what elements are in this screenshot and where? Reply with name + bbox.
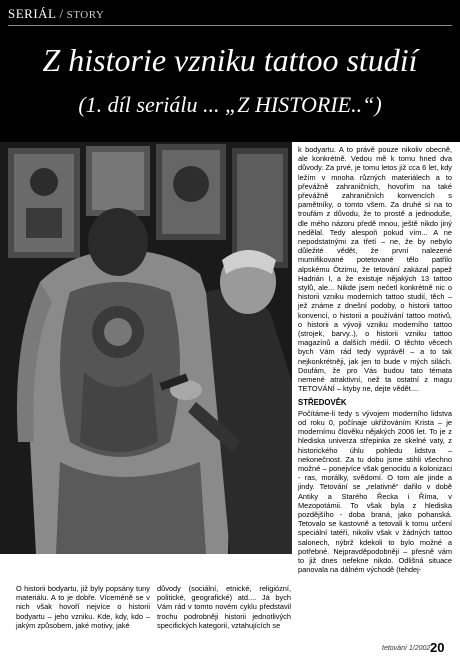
section-text: Počítáme-li tedy s vývojem moderního lidstva od roku 0, počínaje ukřižováním Krista – je modernímu člověku nějakých 2006 let. To je z hlediska univerza střepinka ze skelné vaty, z historického úhlu pohledu lidstva – nekonečnost. Za tu dobu jsme stihli všechno možné – ponejvíce však genocidu a kolonizaci - ras, morálky, svědomí. O tom ale jinde a jindy. Tetování se „relativně“ dařilo v době Antiky a Starého Řecka i Říma, v Mezopotámii. To však byla z hlediska pozdějšího - doba braná, jako pohanská. Tetovalo se kastovně a tetovali k tomu určení speciální tatéři, nikoliv však v žádných tattoo salonech, nýbrž kdekoli to bylo možné a potřebné. Nejpravděpodobněji – přesně vám to již dnes nefekne nikdo. Odlišná situace panovala na dálném východě (tehdej- [298, 408, 452, 575]
section-label [8, 6, 104, 22]
bottom-text-b: důvody (sociální, etnické, religiózní, politické, geografické) atd.... Já bych Vám rád v tomto novém cyklu představil trochu podrobněji historii jednotlivých specifických kategorií, vztahujících se [157, 584, 291, 630]
issue-footer: tetování 1/2002 [382, 645, 431, 652]
header-rule [8, 25, 452, 26]
section-separator: / [59, 6, 64, 21]
page-subtitle: (1. díl seriálu ... „Z HISTORIE..“) [78, 92, 382, 117]
page-number: 20 [430, 640, 445, 655]
bottom-text-a: O historii bodyartu, již byly popsány tuny materiálu. A to je dobře. Víceméně se v nich však hovoří nejvíce o historii bodyartu – jeho vzniku. Kde, kdy, kdo – jakým způsobem, jaké motivy, jaké [16, 584, 150, 630]
intro-text: k bodyartu. A to právě pouze nikoliv obecně, ale konkrétně. Vedou mě k tomu hned dva důvody. Za prvé, je tomu letos již cca 6 let, kdy ležím v mnoha různých materiálech a to převážně zahraničních, hovořím na také převážně zahraničních konvencích s pamětníky, o tomto všem. Za druhé si na to troufám z důvodu, že to prostě a jednoduše, dle mého názoru předě mnou, ještě nikdo jiný nedělal. Tedy alespoň pokud vím... A ne nepodstatnými za třetí – ne, že by nebylo důležité vědět, že první nalezené mumifikované potetované tělo patřilo alpskému Ötzimu, že tetování zakázal papež Hadrián I, a že existuje nějakých 13 tattoo stylů, ale... Nikde jsem nečetl konkrétně nic o historii vzniku moderních tattoo studií, těch – jež známe z dnešní podoby, o historii tattoo konvencí, o historii a používání tattoo motivů, o historii a vývoji vzniku moderního tattoo (strojek, barvy..), o historii vzniku tattoo magazínů a dalších médií. O těchto věcech bych Vám rád tedy vyprávěl – a to tak nejkonkrétněji, jak jen to bude v mých silách. Doufám, že pro Vás budou tato témata nemené atraktivní, než ta ostatní z magu TETOVÁNÍ – ktyby ne, dejte vědět.... [298, 145, 452, 394]
section-subname: STORY [66, 9, 105, 21]
intro-column [298, 145, 452, 574]
section-heading: STŘEDOVĚK [298, 398, 347, 408]
bottom-column-a [16, 584, 150, 630]
tattoo-photo [0, 142, 292, 554]
bottom-column-b [157, 584, 291, 630]
section-name: SERIÁL [8, 6, 57, 21]
page-title: Z historie vzniku tattoo studií [42, 42, 418, 78]
